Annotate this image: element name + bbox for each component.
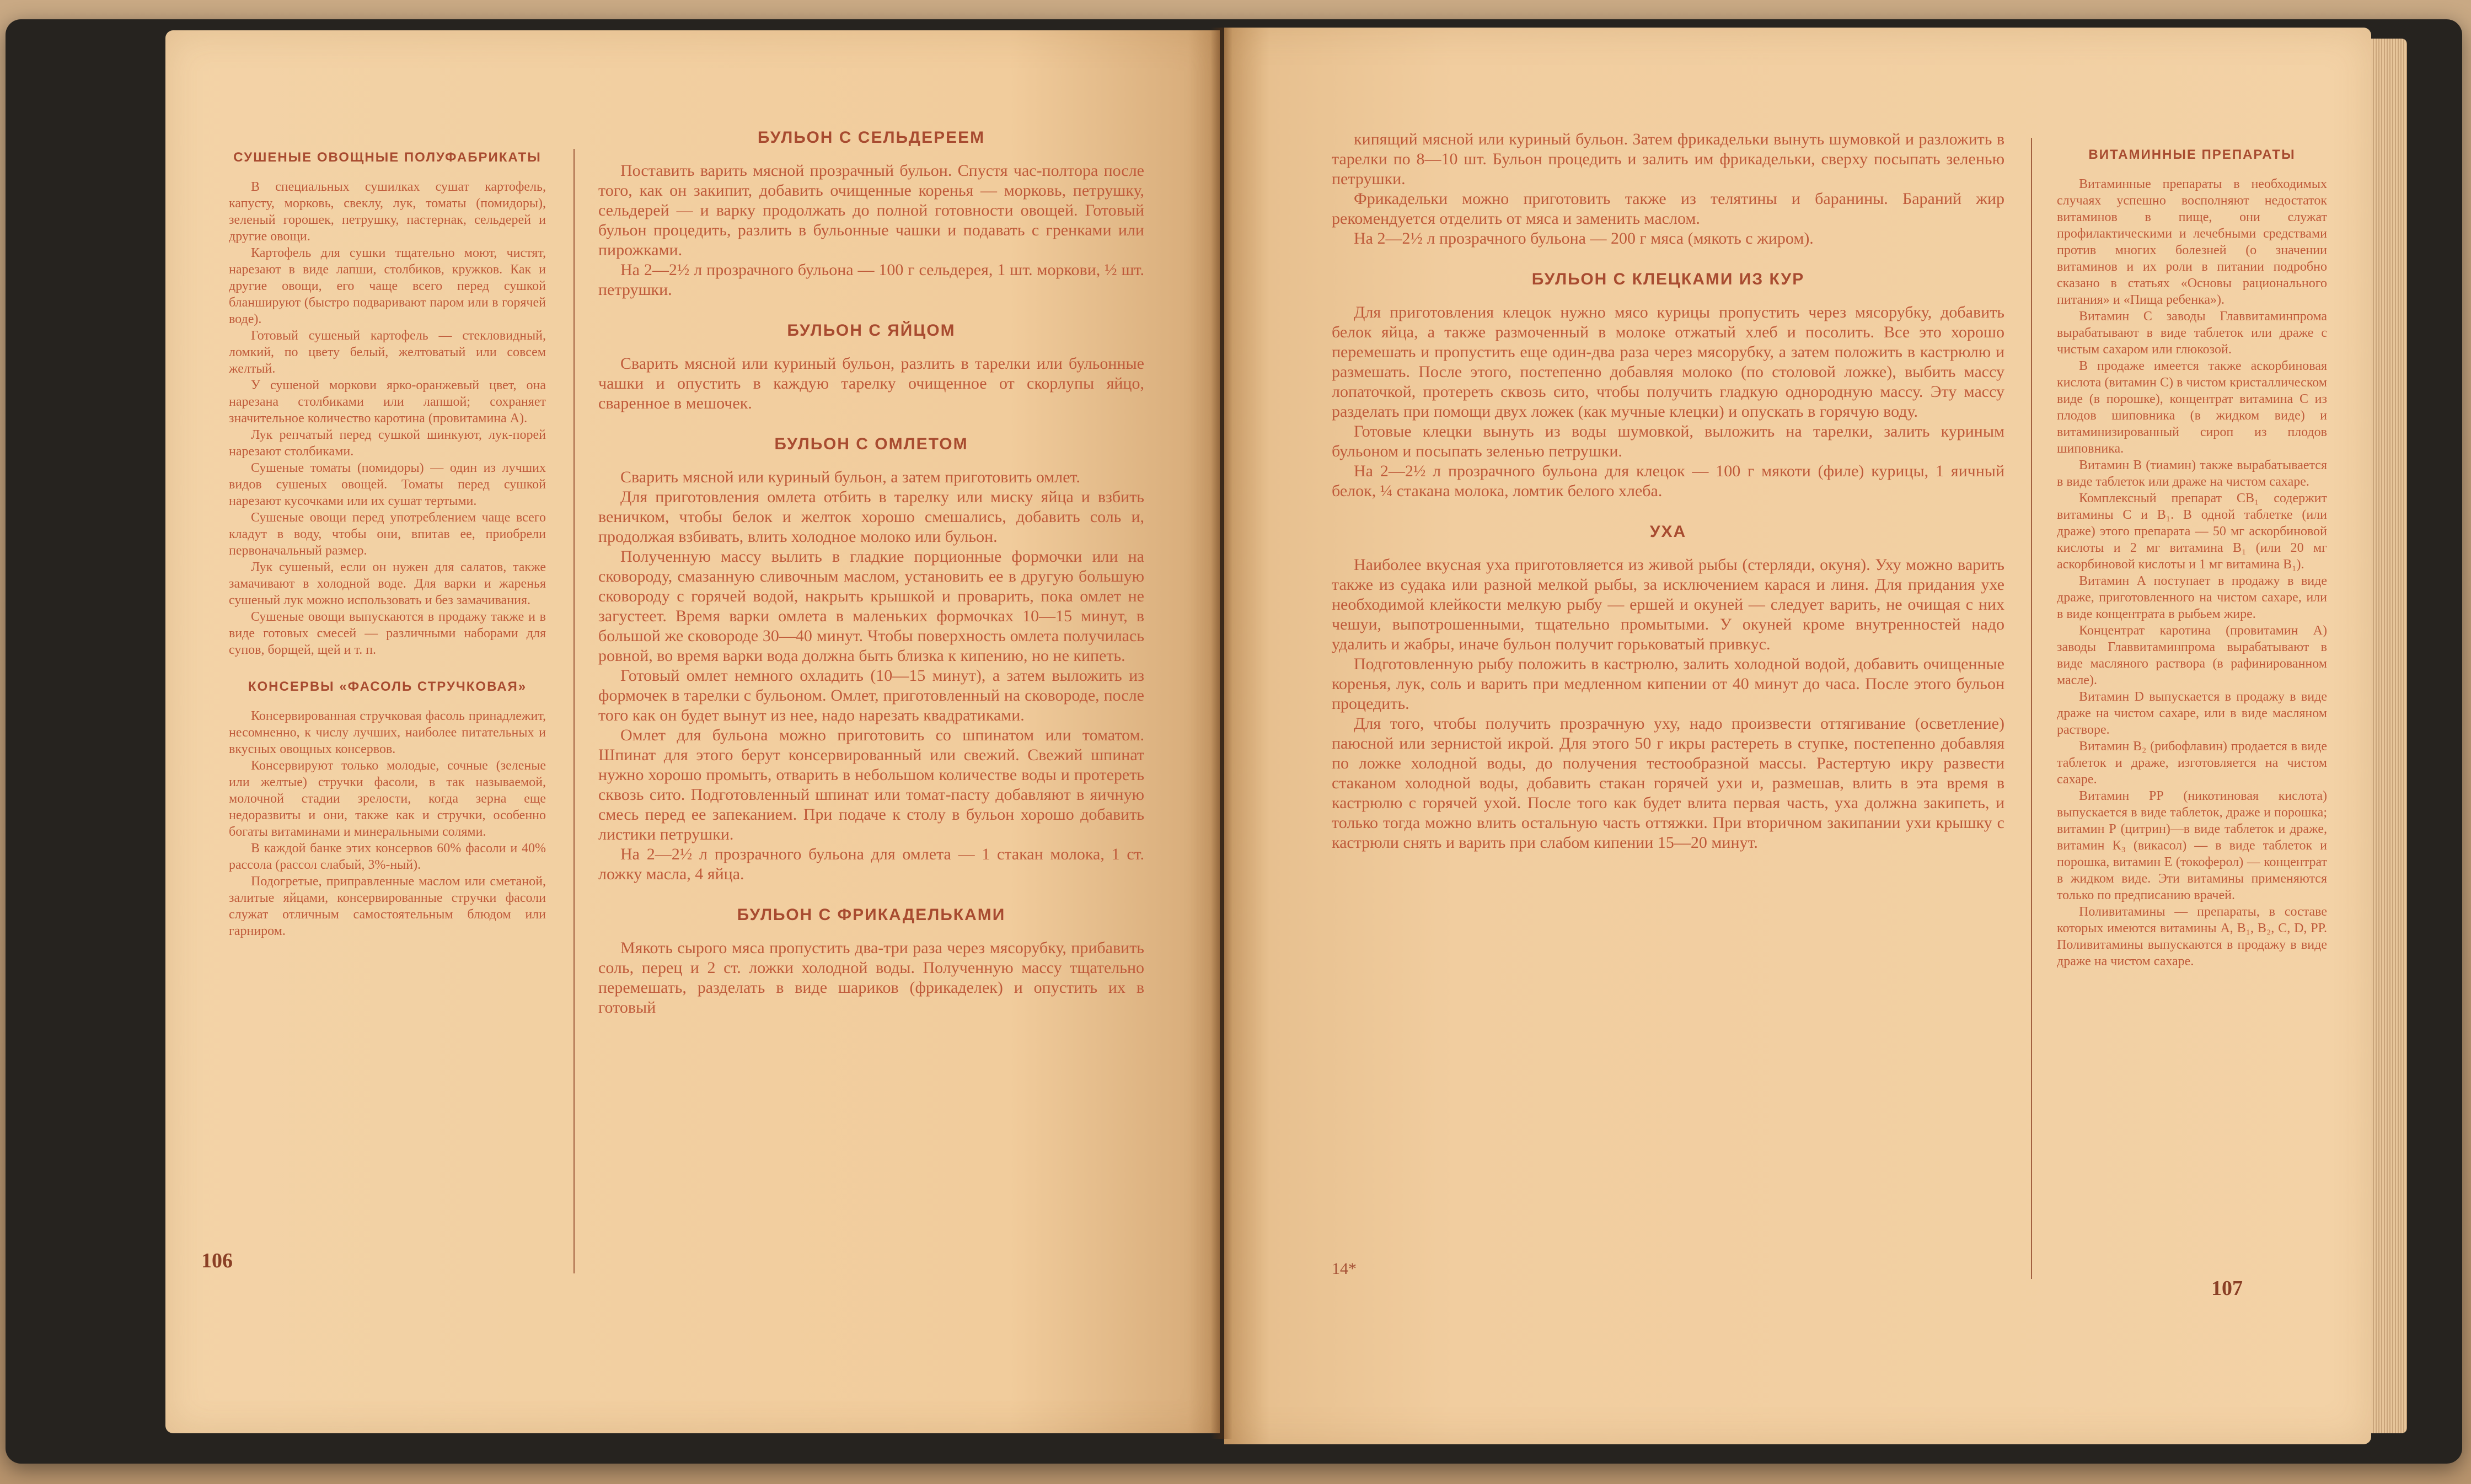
page-number-left: 106 <box>201 1249 233 1272</box>
section-heading: ВИТАМИННЫЕ ПРЕПАРАТЫ <box>2088 147 2296 162</box>
paragraph: Мякоть сырого мяса пропустить два-три раза через мясорубку, прибавить соль, перец и 2 ст. ложки холодной воды. Полученную массу тщательно перемешать, разделать в виде шариков (фрикаделек) и опустить их в готовый <box>598 939 1144 1017</box>
paragraph: Витамин А поступает в продажу в виде драже, приготовленного на чистом сахаре, или в виде концентрата в рыбьем жире. <box>2057 574 2327 621</box>
left-column-1 <box>229 149 546 939</box>
paragraph: Готовые клецки вынуть из воды шумовкой, выложить на тарелки, залить куриным бульоном и посыпать зеленью петрушки. <box>1332 422 2004 460</box>
paragraph: Поставить варить мясной прозрачный бульон. Спустя час-полтора после того, как он закипит, добавить очищенные коренья — морковь, петрушку, сельдерей — и варку продолжать до полной готовности овощей. Готовый бульон процедить, разлить в бульонные чашки и подавать с гренками или пирожками. <box>598 162 1144 259</box>
paragraph: Готовый омлет немного охладить (10—15 минут), а затем выложить из формочек в тарелки с бульоном. Омлет, приготовленный на сковороде, после того как он будет вынут из нее, надо нарезать квадратиками. <box>598 666 1144 724</box>
paragraph: В каждой банке этих консервов 60% фасоли и 40% рассола (рассол слабый, 3%-ный). <box>229 841 546 872</box>
book-gutter <box>1210 28 1232 1439</box>
paragraph: Концентрат каротина (провитамин А) заводы Главвитаминпрома вырабатывают в виде масляного раствора (в рафинированном масле). <box>2057 623 2327 687</box>
paragraph: В продаже имеется также аскорбиновая кислота (витамин С) в чистом кристаллическом виде (в порошке), концентрат витамина С из плодов шиповника (в жидком виде) и витаминизированный сироп из плодов шиповника. <box>2057 359 2327 456</box>
paragraph: Сушеные овощи выпускаются в продажу также и в виде готовых смесей — различными наборами для супов, борщей, щей и т. п. <box>229 610 546 657</box>
paragraph: Консервированная стручковая фасоль принадлежит, несомненно, к числу лучших, наиболее питательных и вкусных овощных консервов. <box>229 709 546 756</box>
section-heading: БУЛЬОН С КЛЕЦКАМИ ИЗ КУР <box>1531 270 1805 288</box>
paragraph: Витамин В (тиамин) также вырабатывается в виде таблеток или драже на чистом сахаре. <box>2057 458 2327 489</box>
section-heading: СУШЕНЫЕ ОВОЩНЫЕ ПОЛУФАБРИКАТЫ <box>233 150 542 165</box>
section-heading: УХА <box>1649 523 1687 541</box>
paragraph: На 2—2½ л прозрачного бульона — 100 г сельдерея, 1 шт. моркови, ½ шт. петрушки. <box>598 261 1144 299</box>
paragraph: Готовый сушеный картофель — стекловидный, ломкий, по цвету белый, желтоватый или совсем желтый. <box>229 329 546 376</box>
section-heading: БУЛЬОН С СЕЛЬДЕРЕЕМ <box>757 128 985 147</box>
paragraph: Для того, чтобы получить прозрачную уху, надо произвести оттягивание (осветление) паюсной или зернистой икрой. Для этого 50 г икры растереть в ступке, постепенно добавляя по ложке холодной воды, до получения тестообразной массы. Растертую икру развести стаканом холодной воды, добавить стакан горячей ухи и, размешав, влить в эта время в кастрюлю с горячей ухой. После того как будет влита первая часть, уха должна закипеть, и только тогда можно влить остальную часть оттяжки. При вторичном закипании ухи крышку с кастрюли снять и варить при слабом кипении 15—20 минут. <box>1332 714 2004 852</box>
section-heading: КОНСЕРВЫ «ФАСОЛЬ СТРУЧКОВАЯ» <box>248 679 527 694</box>
paragraph: Лук репчатый перед сушкой шинкуют, лук-порей нарезают столбиками. <box>229 428 546 459</box>
paragraph: Омлет для бульона можно приготовить со шпинатом или томатом. Шпинат для этого берут консервированный или свежий. Свежий шпинат нужно хорошо промыть, отварить в небольшом количестве воды и протереть сквозь сито. Подготовленный шпинат или томат-пасту добавляют в яичную смесь перед ее запеканием. При подаче к столу в бульон хорошо добавить листики петрушки. <box>598 726 1144 843</box>
paragraph: Витамин С заводы Главвитаминпрома вырабатывают в виде таблеток или драже с чистым сахаром или глюкозой. <box>2057 309 2327 357</box>
paragraph: В специальных сушилках сушат картофель, капусту, морковь, свеклу, лук, томаты (помидоры), зеленый горошек, петрушку, пастернак, сельдерей и другие овощи. <box>229 180 546 244</box>
right-column-2 <box>2057 146 2327 970</box>
paragraph: Витамин В₂ (рибофлавин) продается в виде таблеток и драже, изготовляется на чистом сахаре. <box>2057 739 2327 787</box>
signature-mark: 14* <box>1332 1260 1357 1278</box>
paragraph: Для приготовления клецок нужно мясо курицы пропустить через мясорубку, добавить белок яйца, а также размоченный в молоке отжатый хлеб и посолить. Все это хорошо перемешать и пропустить еще один-два раза через мясорубку, а затем положить в кастрюлю и размешать. После этого, постепенно добавляя молоко (по столовой ложке), выбить массу лопаточкой, протереть сквозь сито, чтобы получить гладкую однородную массу. Эту массу разделать при помощи двух ложек (как мучные клецки) и опускать в горячую воду. <box>1332 303 2004 421</box>
paragraph: кипящий мясной или куриный бульон. Затем фрикадельки вынуть шумовкой и разложить в тарелки по 8—10 шт. Бульон процедить и залить им фрикадельки, сверху посыпать зеленью петрушки. <box>1332 130 2004 188</box>
section-heading: БУЛЬОН С ФРИКАДЕЛЬКАМИ <box>737 906 1006 924</box>
paragraph: Поливитамины — препараты, в составе которых имеются витамины А, В₁, В₂, С, D, РР. Поливитамины выпускаются в продажу в виде драже на чистом сахаре. <box>2057 905 2327 969</box>
paragraph: На 2—2½ л прозрачного бульона для омлета — 1 стакан молока, 1 ст. ложку масла, 4 яйца. <box>598 845 1144 883</box>
right-page <box>1224 28 2371 1444</box>
paragraph: Сварить мясной или куриный бульон, а затем приготовить омлет. <box>620 468 1080 486</box>
left-page <box>165 30 1220 1433</box>
section-heading: БУЛЬОН С ЯЙЦОМ <box>787 321 956 340</box>
section-heading: БУЛЬОН С ОМЛЕТОМ <box>774 435 968 453</box>
page-edges <box>2368 39 2407 1433</box>
paragraph: У сушеной моркови ярко-оранжевый цвет, она нарезана столбиками или лапшой; сохраняет значительное количество каротина (провитамина А). <box>229 378 546 426</box>
paragraph: Сварить мясной или куриный бульон, разлить в тарелки или бульонные чашки и опустить в каждую тарелку очищенное от скорлупы яйцо, сваренное в мешочек. <box>598 354 1144 412</box>
paragraph: На 2—2½ л прозрачного бульона — 200 г мяса (мякоть с жиром). <box>1354 229 1814 248</box>
paragraph: На 2—2½ л прозрачного бульона для клецок — 100 г мякоти (филе) курицы, 1 яичный белок, ¼ стакана молока, ломтик белого хлеба. <box>1332 462 2004 500</box>
paragraph: Фрикадельки можно приготовить также из телятины и баранины. Бараний жир рекомендуется отделить от мяса и заменить маслом. <box>1332 190 2004 228</box>
page-number-right: 107 <box>2211 1277 2243 1300</box>
paragraph: Картофель для сушки тщательно моют, чистят, нарезают в виде лапши, столбиков, кружков. Как и другие овощи, его чаще всего перед сушкой бланшируют (быстро подваривают паром или в горячей воде). <box>229 246 546 326</box>
right-column-1 <box>1332 130 2004 853</box>
paragraph: Сушеные овощи перед употреблением чаще всего кладут в воду, чтобы они, впитав ее, приобрели первоначальный размер. <box>229 510 546 558</box>
paragraph: Комплексный препарат СВ₁ содержит витамины С и В₁. В одной таблетке (или драже) этого препарата — 50 мг аскорбиновой кислоты и 2 мг витамина В₁ (или 20 мг аскорбиновой кислоты и 1 мг витамина В₁). <box>2057 491 2327 572</box>
paragraph: Подготовленную рыбу положить в кастрюлю, залить холодной водой, добавить очищенные коренья, лук, соль и варить при медленном кипении от 40 минут до часа. После этого бульон процедить. <box>1332 655 2004 713</box>
paragraph: Наиболее вкусная уха приготовляется из живой рыбы (стерляди, окуня). Уху можно варить также из судака или разной мелкой рыбы, за исключением карася и линя. Для придания ухе необходимой клейкости мелкую рыбу — ершей и окуней — следует варить, не очищая с них чешуи, выпотрошенными, тщательно промытыми. У окуней кроме внутренностей надо удалить и жабры, иначе бульон получит горьковатый привкус. <box>1332 556 2004 653</box>
paragraph: Сушеные томаты (помидоры) — один из лучших видов сушеных овощей. Томаты перед сушкой нарезают кусочками или их сушат тертыми. <box>229 461 546 508</box>
paragraph: Подогретые, приправленные маслом или сметаной, залитые яйцами, консервированные стручки фасоли служат отличным самостоятельным блюдом или гарниром. <box>229 874 546 938</box>
paragraph: Витаминные препараты в необходимых случаях успешно восполняют недостаток витаминов в пище, они служат профилактическими и лечебными средствами против многих болезней (о значении витаминов и их роли в питании подробно сказано в статьях «Основы рационального питания» и «Пища ребенка»). <box>2057 177 2327 307</box>
paragraph: Витамин D выпускается в продажу в виде драже на чистом сахаре, или в виде масляном растворе. <box>2057 690 2327 737</box>
paragraph: Консервируют только молодые, сочные (зеленые или желтые) стручки фасоли, в так называемой, молочной стадии зрелости, когда зерна еще недоразвиты и они, также как и стручки, особенно богаты витаминами и минеральными солями. <box>229 759 546 839</box>
paragraph: Полученную массу вылить в гладкие порционные формочки или на сковороду, смазанную сливочным маслом, установить ее в другую большую сковороду с горячей водой, накрыть крышкой и проварить, пока омлет не загустеет. Время варки омлета в маленьких формочках 10—15 минут, в большой же сковороде 30—40 минут. Чтобы поверхность омлета получилась ровной, во время варки вода должна быть близка к кипению, но не кипеть. <box>598 547 1144 665</box>
paragraph: Лук сушеный, если он нужен для салатов, также замачивают в холодной воде. Для варки и жаренья сушеный лук можно использовать и без замачивания. <box>229 560 546 607</box>
left-column-2 <box>598 127 1144 1018</box>
column-rule <box>2031 138 2032 1279</box>
paragraph: Для приготовления омлета отбить в тарелку или миску яйца и взбить веничком, чтобы белок и желток хорошо смешались, добавить соль и, продолжая взбивать, влить холодное молоко или бульон. <box>598 488 1144 546</box>
column-rule <box>573 149 575 1273</box>
paragraph: Витамин РР (никотиновая кислота) выпускается в виде таблеток, драже и порошка; витамин Р (цитрин)—в виде таблеток и драже, витамин К₃ (викасол) — в виде таблеток и порошка, витамин Е (токоферол) — концентрат в жидком виде. Эти витамины применяются только по предписанию врачей. <box>2057 789 2327 902</box>
